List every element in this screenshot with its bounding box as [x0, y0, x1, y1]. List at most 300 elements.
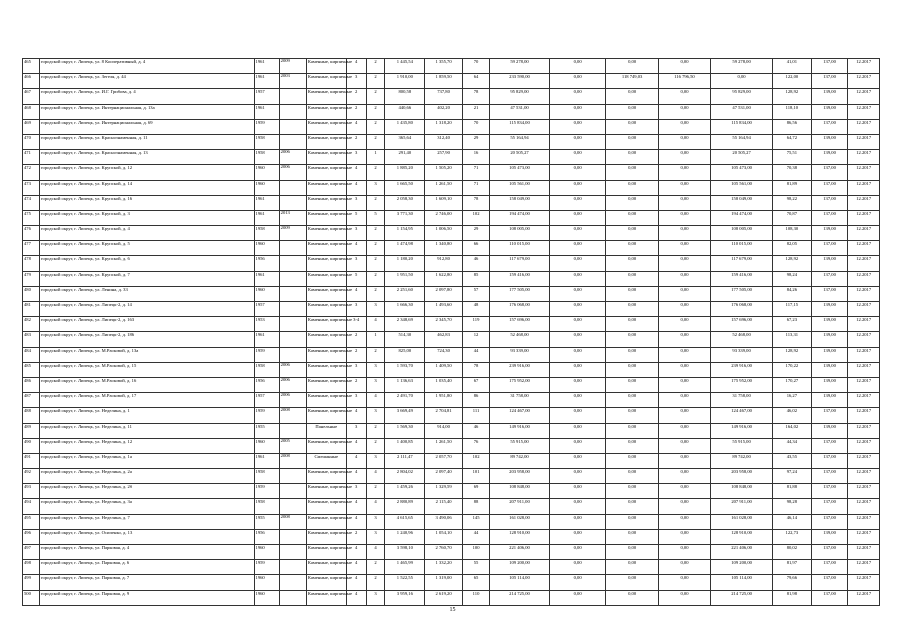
table-cell: 137,00 — [811, 271, 848, 286]
table-cell: городской округ, г. Липецк, ул. Крупской, д. 7 — [39, 271, 254, 286]
table-cell: 2 348,69 — [385, 317, 425, 332]
table-cell: 724,30 — [425, 347, 463, 362]
table-cell: 514,30 — [385, 332, 425, 347]
table-cell: 2 704,81 — [425, 408, 463, 423]
table-cell: 1956 — [254, 529, 279, 544]
table-cell: 1 885,20 — [385, 165, 425, 180]
table-cell: 1 — [366, 150, 385, 165]
table-cell: 139,00 — [811, 150, 848, 165]
table-cell: 474 — [23, 195, 40, 210]
table-cell: 0,00 — [606, 332, 658, 347]
table-cell: 0,00 — [549, 499, 606, 514]
table-cell: 128,92 — [772, 256, 811, 271]
table-cell: 3 — [346, 256, 366, 271]
table-cell: 67 — [462, 377, 489, 392]
table-cell — [279, 302, 306, 317]
table-cell: 105 561,00 — [711, 180, 773, 195]
table-cell: 312,40 — [425, 134, 463, 149]
table-cell: 1 329,59 — [425, 484, 463, 499]
table-cell: 2 760,70 — [425, 545, 463, 560]
table-cell: 0,00 — [549, 302, 606, 317]
table-cell: городской округ, г. Липецк, ул. М.Расковой, д. 16 — [39, 377, 254, 392]
table-cell — [279, 590, 306, 605]
table-cell: 0,00 — [549, 393, 606, 408]
table-cell: 495 — [23, 514, 40, 529]
table-row — [23, 393, 880, 408]
table-cell: 139,00 — [811, 317, 848, 332]
table-cell: 139,00 — [811, 393, 848, 408]
table-cell: 2 — [366, 226, 385, 241]
table-cell: Каменные, кирпичные — [306, 514, 346, 529]
table-cell: 0,00 — [549, 438, 606, 453]
table-cell: 291,40 — [385, 150, 425, 165]
table-cell: Каменные, кирпичные — [306, 119, 346, 134]
table-cell: 207 911,00 — [490, 499, 550, 514]
table-cell: 1961 — [254, 195, 279, 210]
table-cell: 0,00 — [606, 469, 658, 484]
table-cell: 12.2017 — [848, 74, 880, 89]
table-cell: 0,00 — [658, 575, 710, 590]
table-cell: 0,00 — [606, 89, 658, 104]
table-cell: городской округ, г. Липецк, ул. Крупской, д. 12 — [39, 165, 254, 180]
table-cell: 137,00 — [811, 241, 848, 256]
table-cell: Каменные, кирпичные — [306, 347, 346, 362]
table-cell: 0,00 — [658, 453, 710, 468]
table-cell: 12.2017 — [848, 256, 880, 271]
table-cell: 3 — [346, 226, 366, 241]
table-cell: 1 240,96 — [385, 529, 425, 544]
table-cell: 2 — [366, 438, 385, 453]
table-cell: 498 — [23, 560, 40, 575]
table-cell: 239 916,00 — [711, 362, 773, 377]
table-cell: 1960 — [254, 241, 279, 256]
table-cell: 2 746,00 — [425, 210, 463, 225]
table-cell: 0,00 — [606, 226, 658, 241]
table-cell: 0,00 — [549, 210, 606, 225]
table-cell: 0,00 — [658, 560, 710, 575]
table-cell: 0,00 — [549, 332, 606, 347]
table-cell: 3 959,16 — [385, 590, 425, 605]
table-cell — [279, 332, 306, 347]
table-cell: 3 598,10 — [385, 545, 425, 560]
table-cell: 124 467,00 — [490, 408, 550, 423]
table-cell: 5 — [366, 210, 385, 225]
table-cell: 137,00 — [811, 545, 848, 560]
table-cell: 1959 — [254, 119, 279, 134]
table-cell: 2 115,40 — [425, 499, 463, 514]
table-cell: 158 049,00 — [711, 195, 773, 210]
table-row — [23, 134, 880, 149]
table-cell: 0,00 — [549, 453, 606, 468]
table-cell: городской округ, г. Липецк, ул. Зегеля, д. 44 — [39, 74, 254, 89]
housing-register-table — [22, 58, 880, 606]
table-cell: 0,00 — [606, 423, 658, 438]
table-cell: 1959 — [254, 484, 279, 499]
table-cell: 137,00 — [811, 453, 848, 468]
table-cell: 0,00 — [658, 256, 710, 271]
table-cell: 0,00 — [606, 545, 658, 560]
table-cell: 1 609,10 — [425, 195, 463, 210]
table-cell: 55 915,00 — [711, 438, 773, 453]
table-cell: 78 — [462, 89, 489, 104]
table-cell: 124 467,00 — [711, 408, 773, 423]
table-cell: 108 005,00 — [711, 226, 773, 241]
table-cell: 88 — [462, 499, 489, 514]
table-cell: 0,00 — [658, 499, 710, 514]
table-row — [23, 74, 880, 89]
table-cell: 1958 — [254, 150, 279, 165]
table-cell: 71 — [462, 165, 489, 180]
table-cell: 4 — [346, 453, 366, 468]
table-cell: 0,00 — [549, 74, 606, 89]
table-cell: 0,00 — [658, 134, 710, 149]
table-cell: 12.2017 — [848, 241, 880, 256]
table-cell: 0,00 — [606, 104, 658, 119]
table-cell: 1958 — [254, 226, 279, 241]
table-cell: 70,38 — [772, 165, 811, 180]
table-cell: 4 — [346, 165, 366, 180]
table-cell: 0,00 — [549, 104, 606, 119]
table-cell: 0,00 — [658, 165, 710, 180]
table-cell: 55 164,94 — [711, 134, 773, 149]
table-row — [23, 180, 880, 195]
table-cell: 1956 — [254, 256, 279, 271]
table-cell: 0,00 — [606, 256, 658, 271]
table-cell: 0,00 — [549, 59, 606, 74]
table-cell: 67,23 — [772, 317, 811, 332]
table-cell: 59 278,00 — [490, 59, 550, 74]
table-cell: 0,00 — [549, 347, 606, 362]
table-cell: 3 — [346, 484, 366, 499]
table-cell: 2009 — [279, 59, 306, 74]
table-cell: 0,00 — [549, 256, 606, 271]
table-cell: 493 — [23, 484, 40, 499]
table-cell: 12.2017 — [848, 134, 880, 149]
table-cell: 105 561,00 — [490, 180, 550, 195]
table-cell: 1 180,20 — [385, 256, 425, 271]
table-cell: Панельные — [306, 423, 346, 438]
table-cell: 2 — [366, 286, 385, 301]
table-cell: 128 910,00 — [490, 529, 550, 544]
table-cell: 111 — [462, 408, 489, 423]
table-cell: 12.2017 — [848, 317, 880, 332]
table-cell: 1 006,50 — [425, 226, 463, 241]
table-cell: Каменные, кирпичные — [306, 134, 346, 149]
table-cell: 1 — [366, 332, 385, 347]
table-cell: 0,00 — [658, 119, 710, 134]
table-cell: 2 — [366, 74, 385, 89]
table-cell: 64,72 — [772, 134, 811, 149]
table-cell: 105 473,00 — [490, 165, 550, 180]
table-cell: 0,00 — [606, 575, 658, 590]
table-cell: Каменные, кирпичные — [306, 104, 346, 119]
table-cell: 0,00 — [549, 590, 606, 605]
table-cell: 110 — [462, 590, 489, 605]
table-cell: 177 505,00 — [711, 286, 773, 301]
table-cell: 3 — [346, 74, 366, 89]
table-cell — [279, 469, 306, 484]
table-row — [23, 362, 880, 377]
table-cell: 108,30 — [772, 226, 811, 241]
table-cell: 52 468,00 — [490, 332, 550, 347]
table-cell: 137,00 — [811, 590, 848, 605]
table-cell: городской округ, г. Липецк, ул. Крупской, д. 16 — [39, 195, 254, 210]
table-cell: 1960 — [254, 180, 279, 195]
table-cell: городской округ, г. Липецк, ул. М.Расковой, д. 15 — [39, 362, 254, 377]
table-row — [23, 408, 880, 423]
table-cell: 100 — [462, 545, 489, 560]
table-cell: 117 679,00 — [490, 256, 550, 271]
table-cell: 2 111,47 — [385, 453, 425, 468]
table-cell: 82,05 — [772, 241, 811, 256]
table-cell: 157 696,00 — [711, 317, 773, 332]
table-cell: 2013 — [279, 210, 306, 225]
table-cell: 98,24 — [772, 271, 811, 286]
table-cell: 12.2017 — [848, 484, 880, 499]
table-cell: 98,28 — [772, 499, 811, 514]
table-cell: 4 — [346, 408, 366, 423]
table-cell: 2008 — [279, 408, 306, 423]
table-cell: 0,00 — [606, 119, 658, 134]
table-cell: 0,00 — [658, 317, 710, 332]
table-cell: 59 278,00 — [711, 59, 773, 74]
table-cell: 1956 — [254, 377, 279, 392]
table-cell: 29 — [462, 134, 489, 149]
table-cell: 170,27 — [772, 377, 811, 392]
table-cell: 0,00 — [658, 271, 710, 286]
table-cell: 2 — [366, 271, 385, 286]
table-cell: 0,00 — [606, 165, 658, 180]
table-cell: 64 — [462, 74, 489, 89]
table-cell: 108 848,00 — [490, 484, 550, 499]
table-cell: 65 — [462, 575, 489, 590]
table-cell: 137,00 — [811, 195, 848, 210]
table-cell: 12.2017 — [848, 545, 880, 560]
table-cell: Каменные, кирпичные — [306, 529, 346, 544]
table-cell: 482 — [23, 317, 40, 332]
table-cell: 115 834,00 — [711, 119, 773, 134]
table-cell: 3 — [366, 514, 385, 529]
table-cell: 0,00 — [606, 453, 658, 468]
table-cell: городской округ, г. Липецк, ул. Интернациональная, д. 13а — [39, 104, 254, 119]
table-cell: 12.2017 — [848, 423, 880, 438]
table-cell: 0,00 — [549, 241, 606, 256]
table-cell: 108 005,00 — [490, 226, 550, 241]
table-cell: городской округ, г. Липецк, ул. Крупской, д. 14 — [39, 180, 254, 195]
table-cell: 0,00 — [549, 484, 606, 499]
table-cell: 139,00 — [811, 423, 848, 438]
table-cell: 0,00 — [549, 89, 606, 104]
table-cell: городской округ, г. Липецк, ул. Краснознаменная, д. 13 — [39, 150, 254, 165]
table-cell: 4 — [366, 545, 385, 560]
table-cell: городской округ, г. Липецк, ул. Неделина, д. 12 — [39, 438, 254, 453]
table-cell: 1961 — [254, 332, 279, 347]
table-cell: 475 — [23, 210, 40, 225]
table-cell: 12.2017 — [848, 529, 880, 544]
table-cell — [279, 347, 306, 362]
table-cell: 12.2017 — [848, 271, 880, 286]
table-cell: Каменные, кирпичные — [306, 438, 346, 453]
table-cell: 0,00 — [658, 286, 710, 301]
table-cell: 75,51 — [772, 150, 811, 165]
table-cell: 0,00 — [606, 150, 658, 165]
table-cell: 491 — [23, 453, 40, 468]
table-cell: 2 — [346, 529, 366, 544]
table-cell: городской округ, г. Липецк, ул. Крупской, д. 5 — [39, 241, 254, 256]
table-cell: 139,00 — [811, 529, 848, 544]
table-cell: 117,15 — [772, 302, 811, 317]
table-cell: 0,00 — [549, 286, 606, 301]
table-cell: 1958 — [254, 134, 279, 149]
table-cell: 137,00 — [811, 74, 848, 89]
table-cell: 4 — [346, 241, 366, 256]
table-cell: 101 — [462, 469, 489, 484]
table-cell: городской округ, г. Липецк, ул. Интернациональная, д. 69 — [39, 119, 254, 134]
table-cell: 0,00 — [606, 514, 658, 529]
table-cell: 177 505,00 — [490, 286, 550, 301]
table-cell: 2 — [366, 104, 385, 119]
table-cell — [279, 484, 306, 499]
table-cell: 214 725,00 — [490, 590, 550, 605]
table-cell: городской округ, г. Липецк, ул. Парковая, д. 7 — [39, 575, 254, 590]
table-cell: городской округ, г. Липецк, ул. Крупской, д. 4 — [39, 226, 254, 241]
table-cell: 118 749,03 — [606, 74, 658, 89]
table-cell: 0,00 — [658, 408, 710, 423]
table-cell: 12 — [462, 332, 489, 347]
table-cell: 1 319,00 — [425, 575, 463, 590]
table-cell: 465 — [23, 59, 40, 74]
table-cell: 12.2017 — [848, 347, 880, 362]
table-cell: 0,00 — [658, 332, 710, 347]
table-cell: 2008 — [279, 514, 306, 529]
table-cell: 0,00 — [658, 590, 710, 605]
table-cell: 52 468,00 — [711, 332, 773, 347]
table-cell: 86,56 — [772, 119, 811, 134]
table-cell: 12.2017 — [848, 150, 880, 165]
table-cell: 1 332,20 — [425, 560, 463, 575]
table-cell: 0,00 — [606, 271, 658, 286]
table-cell: 117 679,00 — [711, 256, 773, 271]
table-cell: 0,00 — [549, 469, 606, 484]
table-cell: 2 — [366, 134, 385, 149]
table-cell: 93 339,00 — [490, 347, 550, 362]
table-cell: 93 339,00 — [711, 347, 773, 362]
table-cell: 440,66 — [385, 104, 425, 119]
table-cell: 466 — [23, 74, 40, 89]
table-cell: Каменные, кирпичные — [306, 484, 346, 499]
table-cell: 137,00 — [811, 499, 848, 514]
table-cell: 0,00 — [606, 377, 658, 392]
table-cell: 1 400,85 — [385, 438, 425, 453]
table-cell: 470 — [23, 134, 40, 149]
table-cell: 0,00 — [658, 241, 710, 256]
table-cell: Каменные, кирпичные — [306, 499, 346, 514]
table-cell: 0,00 — [549, 317, 606, 332]
table-cell: 0,00 — [658, 545, 710, 560]
table-cell: 1 355,70 — [425, 59, 463, 74]
table-cell: 4 — [346, 119, 366, 134]
table-cell — [279, 89, 306, 104]
table-cell — [279, 529, 306, 544]
table-cell: 29 — [462, 226, 489, 241]
table-cell: 2006 — [279, 362, 306, 377]
table-cell: 207 911,00 — [711, 499, 773, 514]
table-cell: городской округ, г. Липецк, ул. Ленина, д. 33 — [39, 286, 254, 301]
table-cell: 1 445,54 — [385, 59, 425, 74]
table-cell: 0,00 — [658, 150, 710, 165]
table-cell: 2 — [346, 332, 366, 347]
table-cell: 12.2017 — [848, 393, 880, 408]
table-cell: 2006 — [279, 377, 306, 392]
table-cell: 145 — [462, 514, 489, 529]
table-cell: 462,83 — [425, 332, 463, 347]
table-cell: 12.2017 — [848, 408, 880, 423]
table-cell: 492 — [23, 469, 40, 484]
table-cell: 477 — [23, 241, 40, 256]
table-cell: 4 — [346, 469, 366, 484]
table-cell: 2 — [346, 89, 366, 104]
table-cell: 1 136,63 — [385, 377, 425, 392]
table-row — [23, 332, 880, 347]
table-cell: 12.2017 — [848, 438, 880, 453]
table-cell: городской округ, г. Липецк, ул. Неделина, д. 11 — [39, 423, 254, 438]
table-cell: 0,00 — [549, 529, 606, 544]
table-cell: 0,00 — [658, 104, 710, 119]
table-cell: 137,00 — [811, 438, 848, 453]
table-cell: 21 — [462, 104, 489, 119]
table-row — [23, 514, 880, 529]
table-cell: 1959 — [254, 347, 279, 362]
table-cell: 4 — [346, 590, 366, 605]
table-row — [23, 499, 880, 514]
table-cell: 48 — [462, 302, 489, 317]
table-cell: 89 742,00 — [711, 453, 773, 468]
table-cell: 79,66 — [772, 575, 811, 590]
table-cell: 3 490,06 — [425, 514, 463, 529]
table-cell: 0,00 — [606, 484, 658, 499]
table-cell: городской округ, г. Липецк, ул. Парковая, д. 4 — [39, 545, 254, 560]
table-cell: 1 951,80 — [425, 393, 463, 408]
table-cell: 55 164,94 — [490, 134, 550, 149]
table-row — [23, 89, 880, 104]
table-cell: 46 — [462, 256, 489, 271]
table-cell: 0,00 — [606, 210, 658, 225]
table-cell: 2 097,80 — [425, 286, 463, 301]
table-cell: 137,00 — [811, 59, 848, 74]
table-cell: 0,00 — [606, 302, 658, 317]
table-cell: 485 — [23, 362, 40, 377]
table-cell: 3 — [346, 150, 366, 165]
table-cell: 115 834,00 — [490, 119, 550, 134]
table-cell: 0,00 — [658, 302, 710, 317]
table-cell: 0,00 — [658, 438, 710, 453]
table-cell: 2006 — [279, 150, 306, 165]
table-cell: 3-4 — [346, 317, 366, 332]
table-cell: 1957 — [254, 302, 279, 317]
table-cell: 0,00 — [658, 89, 710, 104]
table-cell: 43,55 — [772, 453, 811, 468]
table-cell: городской округ, г. Липецк, ул. Краснознаменная, д. 11 — [39, 134, 254, 149]
table-cell: 0,00 — [606, 241, 658, 256]
table-cell: 0,00 — [658, 529, 710, 544]
table-cell: 1961 — [254, 59, 279, 74]
table-cell: 12.2017 — [848, 332, 880, 347]
table-cell: 128,92 — [772, 89, 811, 104]
table-cell: 55 915,00 — [490, 438, 550, 453]
table-cell: 137,00 — [811, 469, 848, 484]
table-cell: 2 — [366, 165, 385, 180]
table-cell: 66 — [462, 241, 489, 256]
